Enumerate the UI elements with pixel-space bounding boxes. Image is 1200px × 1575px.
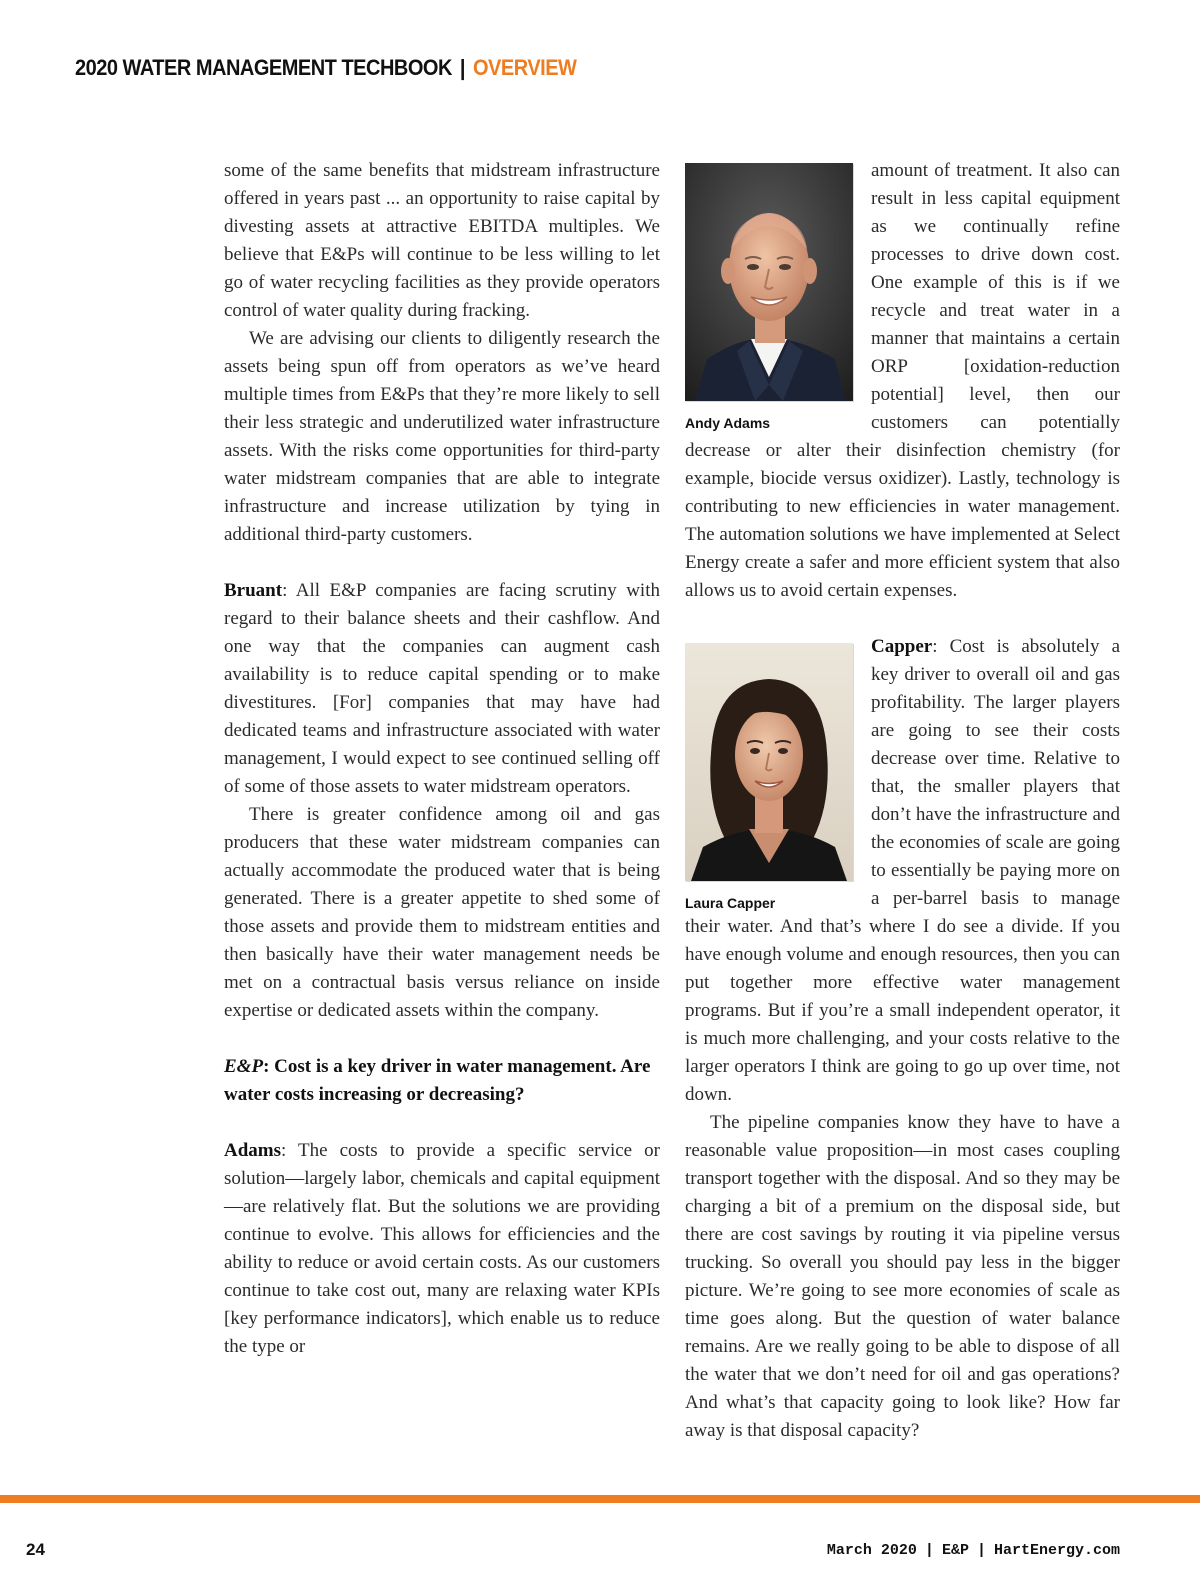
footer-credit (827, 1542, 1120, 1559)
answer-text: : The costs to provide a specific service or solution—largely labor, chemicals and capital equipment—are relatively flat. But the solutions we are providing continue to evolve. This allows for efficiencies and the ability to reduce or avoid certain costs. As our customers continue to take cost out, many are relaxing water KPIs [key performance indicators], which enable us to reduce the type or (224, 1140, 660, 1357)
laura-capper-portrait (685, 643, 853, 881)
header-separator: | (459, 56, 465, 81)
question (224, 1053, 660, 1109)
running-header (75, 56, 576, 82)
publication-name: E&P (941, 1542, 969, 1559)
left-paragraph: some of the same benefits that midstream infrastructure offered in years past ... an opportunity to raise capital by divesting assets at attractive EBITDA multiples. We believe that E&Ps will continue to be less willing to let go of water recycling facilities as they provide operators control of water quality during fracking. (224, 160, 660, 321)
header-section: OVERVIEW (473, 56, 577, 81)
photo-caption: Andy Adams (685, 415, 771, 431)
photo-caption: Laura Capper (685, 895, 776, 911)
adams-photo-figure (685, 157, 871, 432)
page-number: 24 (26, 1540, 45, 1559)
footer-rule (0, 1495, 1200, 1503)
header-title: 2020 WATER MANAGEMENT TECHBOOK (75, 56, 452, 81)
right-paragraph: The pipeline companies know they have to have a reasonable value proposition—in most cases coupling transport together with the disposal. And so they may be charging a bit of a premium on the disposal side, but there are cost savings by routing it via pipeline versus trucking. So overall you should pay less in the bigger picture. We’re going to see more economies of scale as time goes along. But the question of water balance remains. Are we really going to be able to dispose of all the water that we don’t need for oil and gas operations? And what’s that capacity going to look like? How far away is that disposal capacity? (685, 1112, 1120, 1441)
question-text: : Cost is a key driver in water management. Are water costs increasing or decreasing? (224, 1056, 651, 1105)
right-column (685, 157, 1120, 1445)
question-prefix: E&P (224, 1056, 264, 1077)
footer-separator: | (924, 1542, 934, 1559)
andy-adams-portrait (685, 163, 853, 401)
capper-photo-figure (685, 633, 871, 912)
left-paragraph: We are advising our clients to diligently research the assets being spun off from operators as we’ve heard multiple times from E&Ps that they’re more likely to sell their less strategic and underutilized water infrastructure assets. With the risks come opportunities for third-party water midstream companies that are able to integrate infrastructure and increase utilization by tying in additional third-party customers. (224, 328, 660, 545)
speaker-name: Adams (224, 1140, 282, 1161)
speaker-name: Capper (871, 636, 933, 657)
speaker-name: Bruant (224, 580, 283, 601)
answer-text: : All E&P companies are facing scrutiny with regard to their balance sheets and their cashflow. And one way that the companies can augment cash availability is to reduce capital spending or to make divestitures. [For] companies that may have had dedicated teams and infrastructure associated with water management, I would expect to see continued selling off of some of those assets to water midstream operators. (224, 580, 660, 797)
left-paragraph: There is greater confidence among oil and gas producers that these water midstream companies can actually accommodate the produced water that is being generated. There is a greater appetite to shed some of those assets and provide them to midstream entities and then basically have their water management needs be met on a contractual basis versus reliance on inside expertise or dedicated assets within the company. (224, 804, 660, 1021)
left-column (224, 157, 660, 1361)
issue-date: March 2020 (826, 1542, 917, 1559)
website: HartEnergy.com (993, 1542, 1120, 1559)
footer-separator: | (976, 1542, 986, 1559)
right-paragraph: amount of treatment. It also can result in less capital equipment as we continually refine processes to drive down cost. One example of this is if we recycle and treat water in a manner that maintains a certain ORP [oxidation-reduction potential] level, then our customers can potentially decrease or alter their disinfection chemistry (for example, biocide versus oxidizer). Lastly, technology is contributing to new efficiencies in water management. The automation solutions we have implemented at Select Energy create a safer and more efficient system that also allows us to avoid certain expenses. (685, 160, 1120, 601)
adams-answer (224, 1137, 660, 1361)
bruant-answer (224, 577, 660, 801)
answer-text: : Cost is absolutely a key driver to overall oil and gas profitability. The larger players are going to see their costs decrease over time. Relative to that, the smaller players that don’t have the infrastructure and the economies of scale are going to essentially be paying more on a per-barrel basis to manage their water. And that’s where I do see a divide. If you have enough volume and enough resources, then you can put together more effective water management programs. But if you’re a small independent operator, it is much more challenging, and your costs relative to the larger operators I think are going to go up over time, not down. (685, 636, 1120, 1105)
